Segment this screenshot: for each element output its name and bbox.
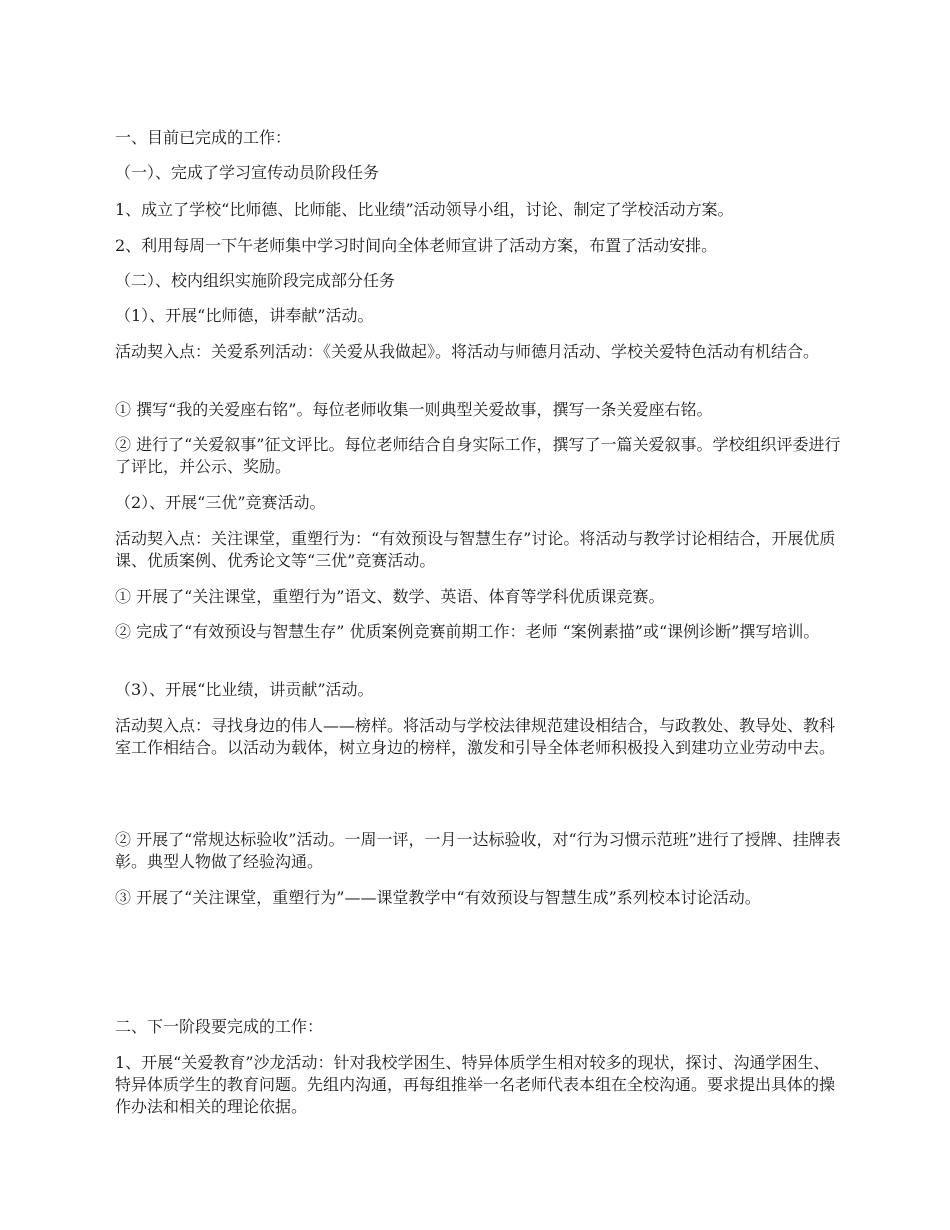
activity-heading-2: （2）、开展“三优”竞赛活动。 bbox=[115, 493, 326, 512]
activity-detail-1b: ② 进行了“关爱叙事”征文评比。每位老师结合自身实际工作，撰写了一篇关爱叙事。学校组织评委进行了评比，并公示、奖励。 bbox=[115, 435, 841, 476]
subsection-heading-1: （一）、完成了学习宣传动员阶段任务 bbox=[115, 163, 380, 182]
section-heading-next-stage: 二、下一阶段要完成的工作： bbox=[115, 1017, 324, 1036]
paragraph-item-2: 2、利用每周一下午老师集中学习时间向全体老师宣讲了活动方案，布置了活动安排。 bbox=[115, 236, 718, 255]
activity-entry-point-1: 活动契入点：关爱系列活动：《关爱从我做起》。将活动与师德月活动、学校关爱特色活动有机结合。 bbox=[115, 342, 820, 361]
activity-heading-3: （3）、开展“比业绩，讲贡献”活动。 bbox=[115, 680, 374, 699]
activity-entry-point-3: 活动契入点：寻找身边的伟人——榜样。将活动与学校法律规范建设相结合，与政教处、教导处、教科室工作相结合。以活动为载体，树立身边的榜样，激发和引导全体老师积极投入到建功立业劳动中去。 bbox=[115, 716, 836, 757]
activity-detail-2a: ① 开展了“关注课堂，重塑行为”语文、数学、英语、体育等学科优质课竞赛。 bbox=[115, 587, 665, 606]
activity-detail-3b: ② 开展了“常规达标验收”活动。一周一评，一月一达标验收，对“行为习惯示范班”进行了授牌、挂牌表彰。典型人物做了经验沟通。 bbox=[115, 830, 841, 871]
section-heading-completed-work: 一、目前已完成的工作： bbox=[115, 128, 292, 147]
paragraph-item-1: 1、成立了学校“比师德、比师能、比业绩”活动领导小组，讨论、制定了学校活动方案。 bbox=[115, 200, 734, 219]
subsection-heading-2: （二）、校内组织实施阶段完成部分任务 bbox=[115, 271, 396, 290]
next-stage-item-1: 1、开展“关爱教育”沙龙活动：针对我校学困生、特异体质学生相对较多的现状，探讨、沟通学困生、特异体质学生的教育问题。先组内沟通，再每组推举一名老师代表本组在全校沟通。要求提出具体的操作办法和相关的理论依据。 bbox=[115, 1053, 836, 1116]
activity-detail-2b: ② 完成了“有效预设与智慧生存” 优质案例竞赛前期工作：老师 “案例素描”或“课例诊断”撰写培训。 bbox=[115, 622, 820, 641]
activity-detail-3c: ③ 开展了“关注课堂，重塑行为”——课堂教学中“有效预设与智慧生成”系列校本讨论活动。 bbox=[115, 888, 761, 907]
activity-heading-1: （1）、开展“比师德，讲奉献”活动。 bbox=[115, 306, 374, 325]
activity-detail-1a: ① 撰写“我的关爱座右铭”。每位老师收集一则典型关爱故事，撰写一条关爱座右铭。 bbox=[115, 400, 713, 419]
activity-entry-point-2: 活动契入点：关注课堂，重塑行为：“有效预设与智慧生存”讨论。将活动与教学讨论相结合，开展优质课、优质案例、优秀论文等“三优”竞赛活动。 bbox=[115, 529, 836, 570]
